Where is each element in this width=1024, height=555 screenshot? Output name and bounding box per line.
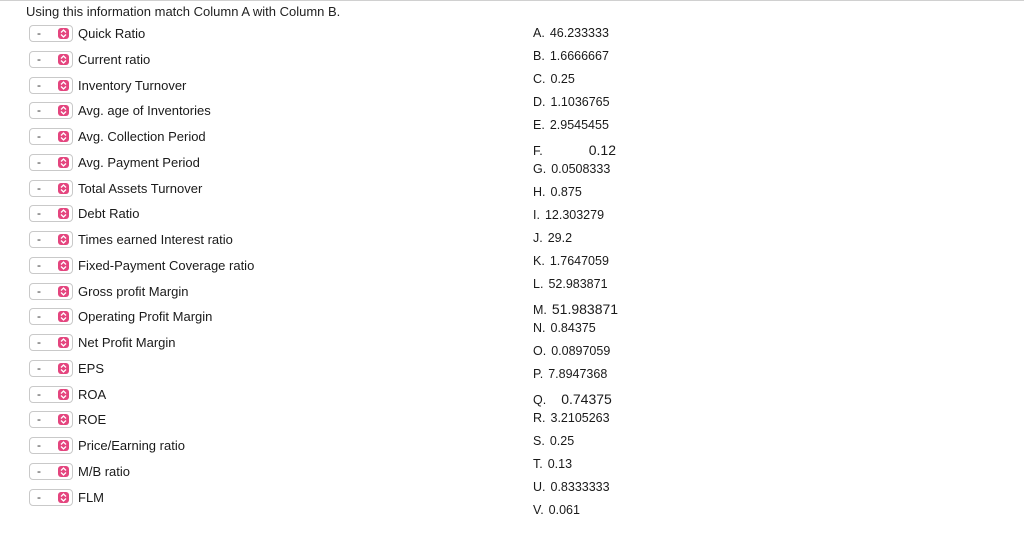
column-b-value: 52.983871 [548, 277, 608, 291]
column-a-label: Net Profit Margin [78, 334, 176, 350]
answer-select[interactable] [29, 411, 73, 428]
select-value: - [37, 489, 41, 504]
up-down-chevron-icon [58, 389, 69, 400]
column-a-label: Inventory Turnover [78, 77, 187, 93]
column-b-value: 0.25 [550, 72, 575, 86]
column-b-item [533, 411, 610, 425]
column-a-label: ROA [78, 386, 107, 402]
answer-select[interactable] [29, 154, 73, 171]
column-b-item [533, 480, 610, 494]
up-down-chevron-icon [58, 183, 69, 194]
up-down-chevron-icon [58, 54, 69, 65]
match-row [29, 255, 254, 275]
column-b-item [533, 254, 609, 268]
select-value: - [37, 257, 41, 272]
match-row [29, 203, 139, 223]
column-b-value: 0.25 [549, 434, 575, 448]
column-b-item [533, 142, 616, 158]
column-b-value: 0.12 [588, 142, 616, 158]
column-b-letter: T. [533, 457, 543, 471]
answer-select[interactable] [29, 489, 73, 506]
instruction-text: Using this information match Column A with Column B. [26, 4, 341, 19]
column-b-value: 2.9545455 [549, 118, 609, 132]
column-b-item [533, 185, 582, 199]
column-b-value: 0.74375 [561, 391, 612, 407]
column-b-item [533, 301, 618, 317]
column-b-item [533, 162, 610, 176]
column-b-letter: B. [533, 49, 545, 63]
select-value: - [37, 154, 41, 169]
column-a-label: Avg. Payment Period [78, 154, 200, 170]
up-down-chevron-icon [58, 337, 69, 348]
select-value: - [37, 360, 41, 375]
column-b-value: 1.7647059 [549, 254, 609, 268]
column-b-letter: J. [533, 231, 543, 245]
match-row [29, 152, 200, 172]
column-a-label: Price/Earning ratio [78, 437, 185, 453]
select-value: - [37, 51, 41, 66]
column-b-value: 0.0508333 [551, 162, 611, 176]
column-a-label: M/B ratio [78, 463, 131, 479]
column-a-label: Times earned Interest ratio [78, 231, 233, 247]
select-value: - [37, 283, 41, 298]
match-row [29, 409, 106, 429]
column-b-item [533, 391, 612, 407]
column-b-value: 12.303279 [544, 208, 605, 222]
answer-select[interactable] [29, 257, 73, 274]
match-row [29, 358, 104, 378]
answer-select[interactable] [29, 77, 73, 94]
column-a-label: Avg. age of Inventories [78, 102, 211, 118]
match-row [29, 461, 130, 481]
column-b-letter: K. [533, 254, 545, 268]
select-value: - [37, 463, 41, 478]
up-down-chevron-icon [58, 28, 69, 39]
match-row [29, 49, 150, 69]
column-b-item [533, 118, 609, 132]
up-down-chevron-icon [58, 208, 69, 219]
column-a-label: Gross profit Margin [78, 283, 189, 299]
answer-select[interactable] [29, 25, 73, 42]
column-b-value: 1.1036765 [550, 95, 610, 109]
answer-select[interactable] [29, 360, 73, 377]
column-b-letter: S. [533, 434, 545, 448]
match-row [29, 126, 206, 146]
answer-select[interactable] [29, 283, 73, 300]
column-a-label: Quick Ratio [78, 25, 146, 41]
column-b-item [533, 367, 607, 381]
column-b-letter: H. [533, 185, 546, 199]
column-b-letter: P. [533, 367, 544, 381]
match-row [29, 306, 212, 326]
column-b-letter: Q. [533, 393, 547, 407]
select-value: - [37, 334, 41, 349]
column-b-value: 0.0897059 [551, 344, 611, 358]
up-down-chevron-icon [58, 234, 69, 245]
answer-select[interactable] [29, 231, 73, 248]
column-b-value: 0.84375 [550, 321, 596, 335]
column-b-item [533, 208, 604, 222]
match-row [29, 487, 104, 507]
column-a-label: EPS [78, 360, 105, 376]
column-b-letter: O. [533, 344, 547, 358]
column-b-item [533, 457, 572, 471]
select-value: - [37, 231, 41, 246]
column-b-item [533, 26, 609, 40]
up-down-chevron-icon [58, 80, 69, 91]
column-b-value: 1.6666667 [549, 49, 609, 63]
column-a-label: Operating Profit Margin [78, 308, 213, 324]
column-a-label: Total Assets Turnover [78, 180, 203, 196]
column-b-item [533, 95, 610, 109]
column-a-label: ROE [78, 411, 107, 427]
up-down-chevron-icon [58, 492, 69, 503]
answer-select[interactable] [29, 308, 73, 325]
column-b-value: 7.8947368 [548, 367, 608, 381]
column-a-label: Avg. Collection Period [78, 128, 206, 144]
match-row [29, 75, 186, 95]
column-a-label: Debt Ratio [78, 205, 140, 221]
column-b-letter: C. [533, 72, 546, 86]
up-down-chevron-icon [58, 105, 69, 116]
column-b-item [533, 49, 609, 63]
select-value: - [37, 437, 41, 452]
up-down-chevron-icon [58, 311, 69, 322]
column-b-item [533, 503, 580, 517]
column-b-letter: N. [533, 321, 546, 335]
match-row [29, 229, 233, 249]
column-b-value: 3.2105263 [550, 411, 610, 425]
column-b-value: 0.061 [548, 503, 580, 517]
select-value: - [37, 180, 41, 195]
column-a-label: FLM [78, 489, 104, 505]
column-b-item [533, 344, 610, 358]
column-b-value: 0.13 [547, 457, 573, 471]
column-b-letter: U. [533, 480, 546, 494]
answer-select[interactable] [29, 128, 73, 145]
up-down-chevron-icon [58, 414, 69, 425]
column-b-value: 46.233333 [549, 26, 609, 40]
select-value: - [37, 77, 41, 92]
column-b-letter: D. [533, 95, 546, 109]
select-value: - [37, 308, 41, 323]
answer-select[interactable] [29, 102, 73, 119]
select-value: - [37, 205, 41, 220]
match-row [29, 384, 106, 404]
select-value: - [37, 128, 41, 143]
column-b-letter: M. [533, 303, 547, 317]
up-down-chevron-icon [58, 440, 69, 451]
column-b-item [533, 231, 572, 245]
answer-select[interactable] [29, 386, 73, 403]
column-b-letter: A. [533, 26, 545, 40]
column-b-item [533, 321, 596, 335]
column-b-value: 0.875 [550, 185, 582, 199]
up-down-chevron-icon [58, 363, 69, 374]
column-b-item [533, 277, 608, 291]
column-b-letter: F. [533, 144, 543, 158]
column-b-letter: E. [533, 118, 545, 132]
column-b-item [533, 434, 574, 448]
match-row [29, 281, 189, 301]
match-row [29, 435, 185, 455]
match-row [29, 23, 145, 43]
match-row [29, 178, 202, 198]
top-divider [0, 0, 1024, 1]
select-value: - [37, 102, 41, 117]
column-b-letter: R. [533, 411, 546, 425]
column-b-letter: V. [533, 503, 544, 517]
column-b-value: 51.983871 [551, 301, 619, 317]
column-b-letter: I. [533, 208, 540, 222]
column-b-value: 0.8333333 [550, 480, 610, 494]
answer-select[interactable] [29, 180, 73, 197]
match-row [29, 332, 176, 352]
select-value: - [37, 411, 41, 426]
select-value: - [37, 25, 41, 40]
up-down-chevron-icon [58, 157, 69, 168]
column-b-letter: L. [533, 277, 544, 291]
column-b-item [533, 72, 575, 86]
answer-select[interactable] [29, 334, 73, 351]
answer-select[interactable] [29, 437, 73, 454]
column-a-label: Current ratio [78, 51, 151, 67]
up-down-chevron-icon [58, 286, 69, 297]
column-a-label: Fixed-Payment Coverage ratio [78, 257, 255, 273]
up-down-chevron-icon [58, 260, 69, 271]
answer-select[interactable] [29, 51, 73, 68]
select-value: - [37, 386, 41, 401]
up-down-chevron-icon [58, 466, 69, 477]
answer-select[interactable] [29, 463, 73, 480]
match-row [29, 100, 211, 120]
up-down-chevron-icon [58, 131, 69, 142]
answer-select[interactable] [29, 205, 73, 222]
column-b-letter: G. [533, 162, 547, 176]
column-b-value: 29.2 [547, 231, 573, 245]
